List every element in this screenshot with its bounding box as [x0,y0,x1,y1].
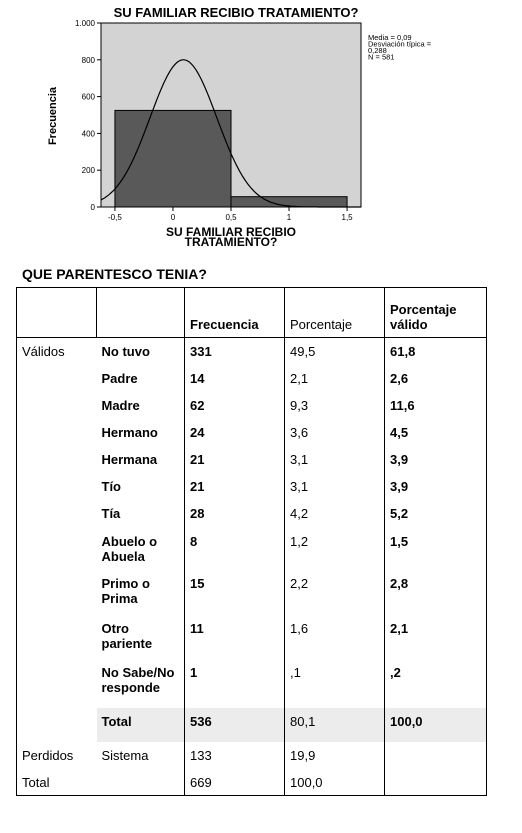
y-tick-label: 0 [90,203,95,212]
table-row [17,659,487,708]
frecuencia-cell: 24 [185,419,285,446]
porcentaje-valido-cell: 11,6 [385,392,487,419]
x-axis-title: TRATAMIENTO? [184,235,278,249]
table-row [17,615,487,659]
group-label-cell [17,708,97,742]
x-axis-title: SU FAMILIAR RECIBIO [165,225,297,239]
frecuencia-cell: 15 [185,570,285,615]
porcentaje-cell: ,1 [285,659,385,708]
table-row [17,419,487,446]
porcentaje-cell: 3,1 [285,473,385,500]
group-label-cell [17,365,97,392]
row-label-cell: No Sabe/No responde [97,659,185,708]
perdidos-valido-cell [385,742,487,769]
row-label-cell: No tuvo [97,338,185,365]
porcentaje-valido-cell: 3,9 [385,446,487,473]
porcentaje-valido-cell: 3,9 [385,473,487,500]
perdidos-frecuencia-cell: 133 [185,742,285,769]
table-title: QUE PARENTESCO TENIA? [22,266,207,282]
table-row [17,338,487,365]
grand-total-valido-cell [385,769,487,796]
frecuencia-cell: 8 [185,528,285,570]
porcentaje-valido-cell: 5,2 [385,500,487,528]
table-row [17,392,487,419]
porcentaje-cell: 49,5 [285,338,385,365]
row-label-cell: Padre [97,365,185,392]
stats-label: Media = 0,09 [368,33,412,42]
porcentaje-valido-cell: 61,8 [385,338,487,365]
table-row [17,708,487,742]
total-porcentaje-cell: 80,1 [285,708,385,742]
porcentaje-valido-cell: 2,6 [385,365,487,392]
group-label-cell [17,392,97,419]
row-label-cell: Madre [97,392,185,419]
row-label-cell: Abuelo o Abuela [97,528,185,570]
header-valido-line1: Porcentaje [390,302,457,317]
porcentaje-cell: 3,6 [285,419,385,446]
header-porcentaje-valido [385,288,487,338]
frecuencia-cell: 331 [185,338,285,365]
porcentaje-cell: 1,6 [285,615,385,659]
table-row [17,365,487,392]
group-label-cell [17,659,97,708]
frecuencia-cell: 21 [185,446,285,473]
header-valido-line2: válido [390,317,428,332]
chart-title: SU FAMILIAR RECIBIO TRATAMIENTO? [113,5,359,20]
x-tick-label: -0,5 [108,213,122,222]
grand-total-porcentaje-cell: 100,0 [285,769,385,796]
table-row [17,473,487,500]
frecuencia-cell: 11 [185,615,285,659]
frecuencia-cell: 28 [185,500,285,528]
group-label-cell [17,500,97,528]
perdidos-porcentaje-cell: 19,9 [285,742,385,769]
header-empty-cell [17,288,97,338]
y-tick-label: 800 [81,55,95,65]
porcentaje-cell: 2,1 [285,365,385,392]
group-label-cell [17,615,97,659]
table-header-row [17,288,487,338]
porcentaje-cell: 4,2 [285,500,385,528]
grand-total-frecuencia-cell: 669 [185,769,285,796]
histogram-chart [0,0,522,255]
row-label-cell: Tío [97,473,185,500]
total-frecuencia-cell: 536 [185,708,285,742]
porcentaje-valido-cell: ,2 [385,659,487,708]
header-empty-cell [97,288,185,338]
y-tick-label: 400 [81,129,95,139]
stats-label: 0,288 [368,46,387,55]
group-label-cell [17,473,97,500]
row-label-cell: Primo o Prima [97,570,185,615]
porcentaje-valido-cell: 2,8 [385,570,487,615]
table-row [17,570,487,615]
y-tick-label: 600 [81,92,95,102]
group-label-cell: Válidos [17,338,97,365]
porcentaje-valido-cell: 4,5 [385,419,487,446]
y-tick-label: 1.000 [74,19,95,28]
total-label-cell: Total [97,708,185,742]
table-row [17,742,487,769]
header-porcentaje: Porcentaje [285,288,385,338]
frecuencia-cell: 1 [185,659,285,708]
group-label-cell [17,419,97,446]
x-tick-label: 0,5 [225,213,237,222]
y-axis-title: Frecuencia [47,86,59,146]
stats-label: N = 581 [368,52,395,62]
total-valido-cell: 100,0 [385,708,487,742]
stats-label: Desviación típica = [368,39,432,49]
frecuencia-cell: 21 [185,473,285,500]
histogram-bar [115,110,231,207]
porcentaje-cell: 2,2 [285,570,385,615]
porcentaje-cell: 1,2 [285,528,385,570]
row-label-cell: Otro pariente [97,615,185,659]
porcentaje-cell: 9,3 [285,392,385,419]
table-row [17,769,487,796]
group-label-cell [17,570,97,615]
x-tick-label: 0 [170,213,176,222]
porcentaje-valido-cell: 2,1 [385,615,487,659]
porcentaje-valido-cell: 1,5 [385,528,487,570]
row-label-cell: Hermana [97,446,185,473]
row-label-cell: Hermano [97,419,185,446]
sistema-label-cell: Sistema [97,742,185,769]
group-label-cell [17,528,97,570]
table-row [17,500,487,528]
table-row [17,446,487,473]
x-tick-label: 1,5 [341,213,353,222]
row-label-cell: Tía [97,500,185,528]
table-row [17,528,487,570]
y-tick-label: 200 [81,166,95,176]
grand-total-empty-cell [97,769,185,796]
grand-total-label-cell: Total [17,769,97,796]
frecuencia-cell: 14 [185,365,285,392]
group-label-cell [17,446,97,473]
x-tick-label: 1 [286,213,292,222]
header-frecuencia: Frecuencia [185,288,285,338]
frecuencia-cell: 62 [185,392,285,419]
perdidos-label-cell: Perdidos [17,742,97,769]
porcentaje-cell: 3,1 [285,446,385,473]
frequency-table [16,287,487,796]
